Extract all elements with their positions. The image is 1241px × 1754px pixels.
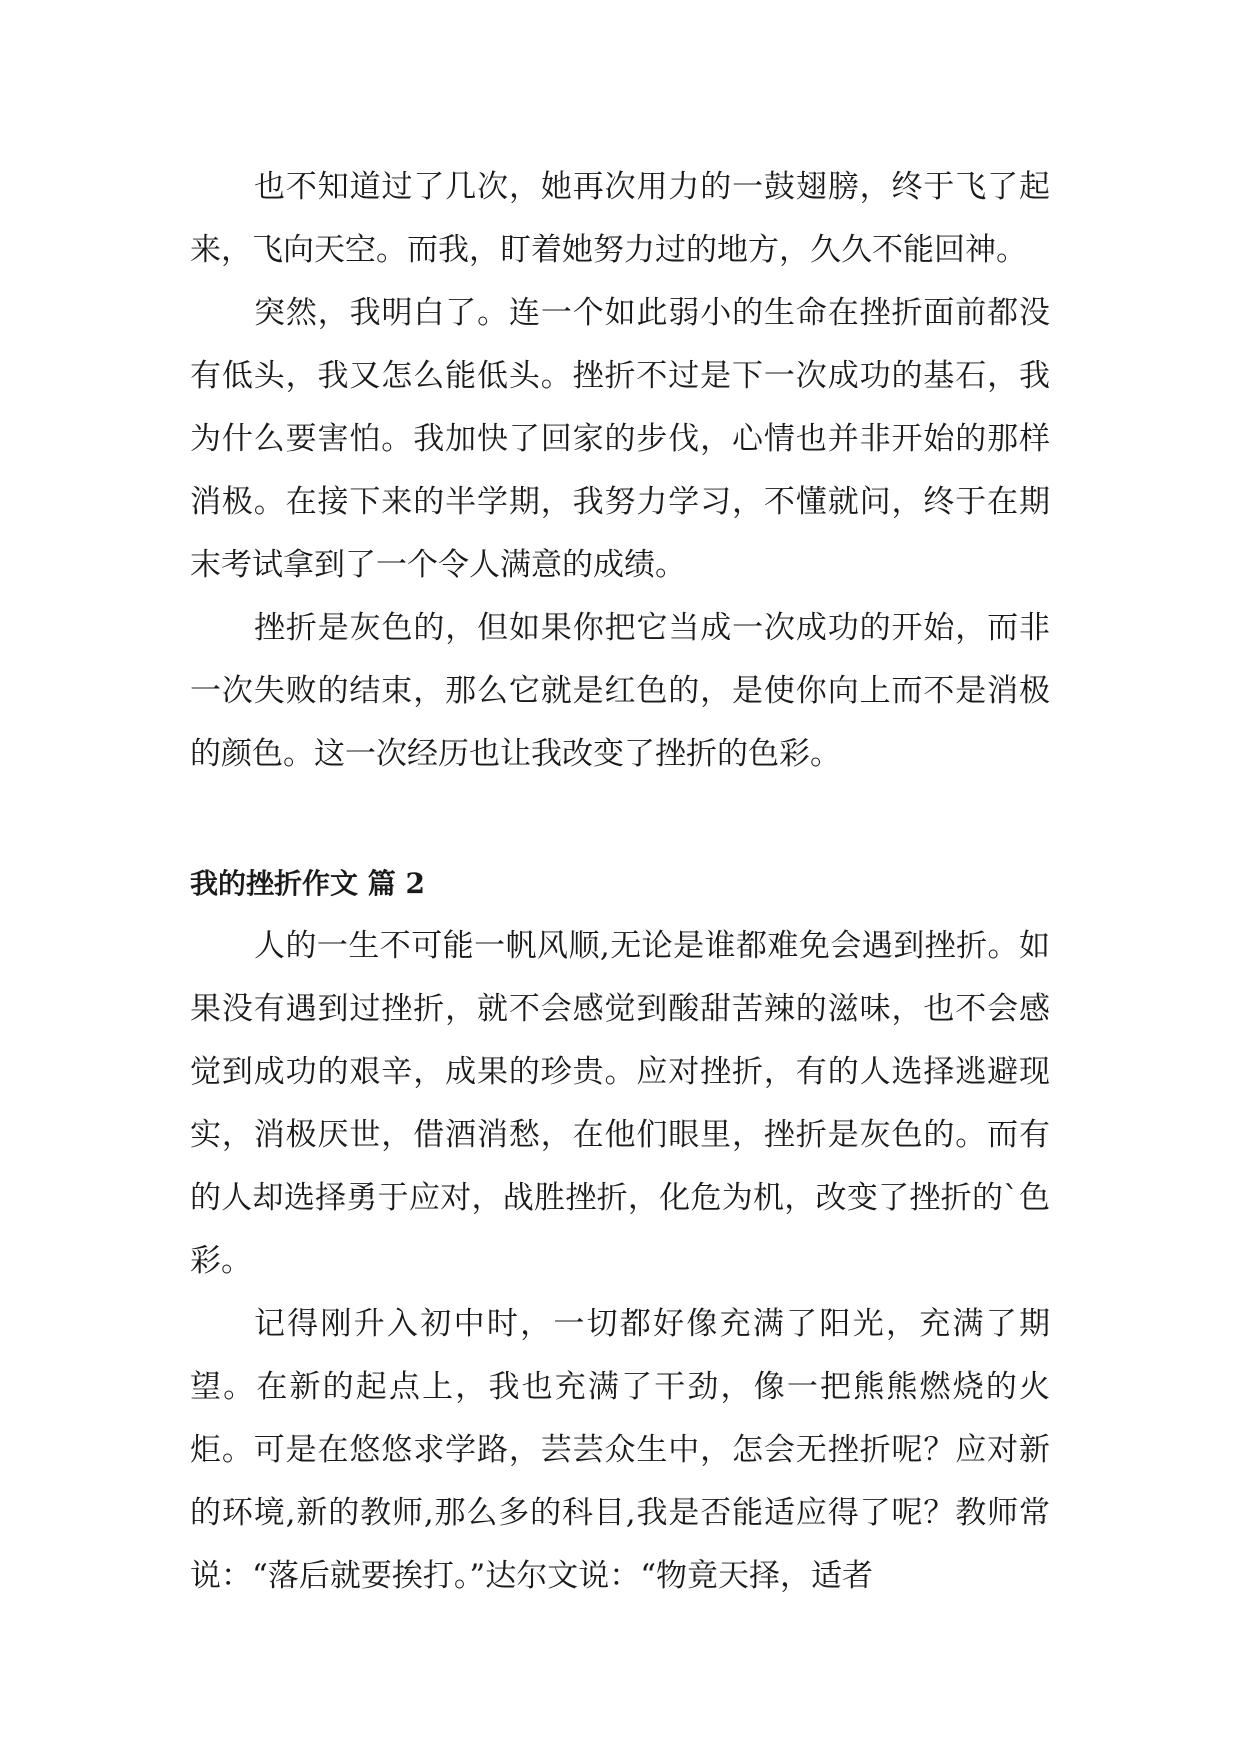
document-body bbox=[190, 156, 1050, 1608]
paragraph: 突然，我明白了。连一个如此弱小的生命在挫折面前都没有低头，我又怎么能低头。挫折不过是下一次成功的基石，我为什么要害怕。我加快了回家的步伐，心情也并非开始的那样消极。在接下来的半学期，我努力学习，不懂就问，终于在期末考试拿到了一个令人满意的成绩。 bbox=[190, 295, 1050, 583]
paragraph: 人的一生不可能一帆风顺,无论是谁都难免会遇到挫折。如果没有遇到过挫折，就不会感觉到酸甜苦辣的滋味，也不会感觉到成功的艰辛，成果的珍贵。应对挫折，有的人选择逃避现实，消极厌世，借酒消愁，在他们眼里，挫折是灰色的。而有的人却选择勇于应对，战胜挫折，化危为机，改变了挫折的`色彩。 bbox=[190, 928, 1050, 1279]
paragraph: 记得刚升入初中时，一切都好像充满了阳光，充满了期望。在新的起点上，我也充满了干劲，像一把熊熊燃烧的火炬。可是在悠悠求学路，芸芸众生中，怎会无挫折呢？应对新的环境,新的教师,那么多的科目,我是否能适应得了呢？教师常说：“落后就要挨打。”达尔文说：“物竟天择，适者 bbox=[190, 1306, 1050, 1594]
paragraph: 也不知道过了几次，她再次用力的一鼓翅膀，终于飞了起来，飞向天空。而我，盯着她努力过的地方，久久不能回神。 bbox=[190, 169, 1050, 268]
paragraph: 挫折是灰色的，但如果你把它当成一次成功的开始，而非一次失败的结束，那么它就是红色的，是使你向上而不是消极的颜色。这一次经历也让我改变了挫折的色彩。 bbox=[190, 610, 1050, 772]
section-title: 我的挫折作文 篇 2 bbox=[190, 867, 425, 900]
